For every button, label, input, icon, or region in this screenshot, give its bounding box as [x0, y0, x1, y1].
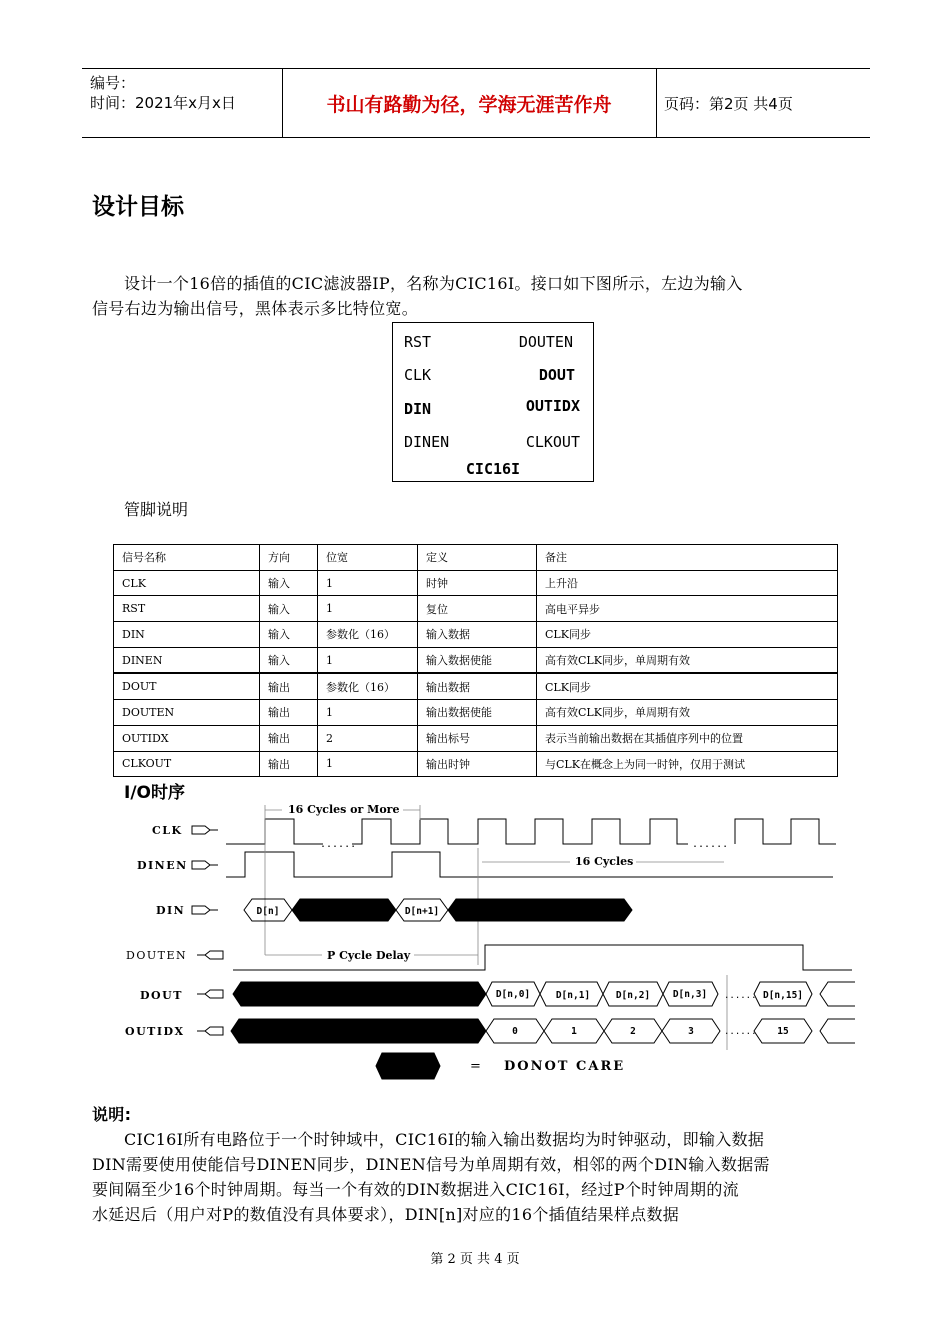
outidx-label: 0	[512, 1026, 518, 1037]
dout-ellipsis: ......	[724, 991, 757, 1001]
signal-label-outidx: OUTIDX	[125, 1025, 185, 1038]
table-header-cell: 定义	[418, 545, 537, 571]
table-cell: OUTIDX	[114, 725, 260, 751]
dout-dontcare	[233, 982, 486, 1006]
io-timing-title: I/O时序	[124, 783, 185, 803]
table-cell: DINEN	[114, 647, 260, 673]
table-cell: CLK同步	[537, 622, 838, 648]
table-cell: 输出	[260, 751, 318, 777]
dout-pin-arrow	[197, 990, 223, 998]
interface-block	[392, 322, 594, 482]
page-footer: 第 2 页 共 4 页	[430, 1252, 520, 1267]
din-dontcare	[448, 899, 632, 921]
dinen-pin-arrow	[192, 861, 218, 869]
clk-waveform	[226, 819, 836, 844]
dout-label: D[n,2]	[615, 990, 651, 1001]
notes-line-1: CIC16I所有电路位于一个时钟域中，CIC16I的输入输出数据均为时钟驱动，即输入数据	[124, 1130, 765, 1149]
clk-ellipsis: ......	[692, 839, 729, 850]
table-cell: 输入	[260, 647, 318, 673]
port-douten: DOUTEN	[518, 333, 573, 351]
signal-label-dout: DOUT	[140, 989, 183, 1002]
table-cell: 输出	[260, 725, 318, 751]
block-name: CIC16I	[465, 460, 521, 478]
cycles-annotation: 16 Cycles or More	[288, 803, 400, 816]
table-cell: 1	[318, 751, 418, 777]
table-cell: 高有效CLK同步，单周期有效	[537, 647, 838, 673]
table-cell: 上升沿	[537, 570, 838, 596]
table-row	[114, 725, 838, 751]
dout-label: D[n,0]	[495, 989, 531, 1000]
table-header-cell: 备注	[537, 545, 838, 571]
table-cell: 输入	[260, 570, 318, 596]
table-cell: 复位	[418, 596, 537, 622]
signal-label-clk: CLK	[152, 824, 183, 837]
port-dout: DOUT	[538, 366, 575, 384]
header-divider	[656, 69, 657, 137]
table-cell: 与CLK在概念上为同一时钟，仅用于测试	[537, 751, 838, 777]
signal-label-dinen: DINEN	[137, 859, 188, 872]
table-cell: 输入	[260, 622, 318, 648]
din-pin-arrow	[192, 906, 218, 914]
table-cell: 高电平异步	[537, 596, 838, 622]
outidx-label: 3	[688, 1026, 694, 1037]
table-row	[114, 647, 838, 673]
section-title: 设计目标	[92, 194, 184, 220]
table-row	[114, 700, 838, 726]
port-rst: RST	[404, 333, 432, 351]
din-label: D[n+1]	[404, 906, 440, 917]
notes-line-3: 要间隔至少16个时钟周期。每当一个有效的DIN数据进入CIC16I，经过P个时钟周期的流	[92, 1180, 739, 1199]
table-cell: 1	[318, 596, 418, 622]
signal-label-din: DIN	[156, 904, 186, 917]
clk-ellipsis: ......	[320, 839, 357, 850]
din-label: D[n]	[256, 906, 280, 917]
dout-label: D[n,1]	[555, 990, 591, 1001]
table-header-row	[114, 545, 838, 571]
table-cell: 输出	[260, 700, 318, 726]
table-cell: 时钟	[418, 570, 537, 596]
outidx-label: 15	[777, 1026, 789, 1037]
pin-caption: 管脚说明	[124, 500, 189, 519]
outidx-ellipsis: ......	[724, 1027, 757, 1037]
table-cell: DOUTEN	[114, 700, 260, 726]
table-cell: 输出数据使能	[418, 700, 537, 726]
table-cell: CLKOUT	[114, 751, 260, 777]
port-clk: CLK	[404, 366, 432, 384]
douten-waveform	[233, 945, 852, 970]
table-cell: 参数化（16）	[318, 673, 418, 699]
port-din: DIN	[404, 400, 432, 418]
table-cell: CLK	[114, 570, 260, 596]
table-row	[114, 751, 838, 777]
outidx-label: 1	[571, 1026, 577, 1037]
port-dinen: DINEN	[404, 433, 450, 451]
intro-line-2: 信号右边为输出信号，黑体表示多比特位宽。	[92, 299, 419, 318]
outidx-pin-arrow	[197, 1027, 223, 1035]
table-cell: 高有效CLK同步，单周期有效	[537, 700, 838, 726]
outidx-next	[820, 1019, 855, 1043]
port-clkout: CLKOUT	[525, 433, 580, 451]
pin-table	[113, 544, 838, 777]
header-motto: 书山有路勤为径，学海无涯苦作舟	[326, 93, 612, 116]
table-cell: 1	[318, 647, 418, 673]
table-cell: 1	[318, 700, 418, 726]
table-row	[114, 596, 838, 622]
table-cell: 输入数据使能	[418, 647, 537, 673]
notes-line-2: DIN需要使用使能信号DINEN同步，DINEN信号为单周期有效，相邻的两个DIN输入数据需	[92, 1155, 770, 1174]
table-cell: 输出	[260, 673, 318, 699]
legend-equals: =	[470, 1059, 481, 1074]
table-cell: 1	[318, 570, 418, 596]
douten-pin-arrow	[197, 951, 223, 959]
dinen-waveform	[226, 852, 833, 877]
header-meta	[90, 73, 236, 113]
dout-next	[820, 982, 855, 1006]
table-cell: CLK同步	[537, 673, 838, 699]
table-cell: 输入数据	[418, 622, 537, 648]
table-cell: DIN	[114, 622, 260, 648]
dout-label: D[n,15]	[762, 990, 804, 1001]
legend-text: DONOT CARE	[504, 1059, 626, 1074]
port-outidx: OUTIDX	[525, 397, 580, 415]
signal-label-douten: DOUTEN	[126, 949, 188, 962]
table-cell: 输出数据	[418, 673, 537, 699]
outidx-label: 2	[630, 1026, 636, 1037]
table-cell: 参数化（16）	[318, 622, 418, 648]
header-date: 时间：2021年x月x日	[90, 94, 236, 112]
header-number: 编号：	[90, 74, 136, 92]
page-header	[82, 68, 870, 138]
legend-dontcare-block	[376, 1053, 440, 1079]
intro-line-1: 设计一个16倍的插值的CIC滤波器IP，名称为CIC16I。接口如下图所示，左边为输入	[124, 274, 743, 293]
table-row	[114, 622, 838, 648]
clk-pin-arrow	[192, 826, 218, 834]
din-dontcare	[292, 899, 396, 921]
table-header-cell: 信号名称	[114, 545, 260, 571]
table-cell: 2	[318, 725, 418, 751]
outidx-dontcare	[231, 1019, 486, 1043]
table-row	[114, 673, 838, 699]
header-page-number: 页码：第2页 共4页	[664, 94, 793, 113]
table-cell: RST	[114, 596, 260, 622]
notes-title: 说明:	[92, 1105, 132, 1124]
table-cell: 表示当前输出数据在其插值序列中的位置	[537, 725, 838, 751]
timing-diagram	[0, 795, 950, 1095]
sixteen-cycles-annotation: 16 Cycles	[575, 855, 634, 868]
dout-label: D[n,3]	[672, 989, 708, 1000]
table-row	[114, 570, 838, 596]
table-header-cell: 位宽	[318, 545, 418, 571]
table-cell: 输出时钟	[418, 751, 537, 777]
p-cycle-delay-annotation: P Cycle Delay	[327, 949, 411, 962]
notes-line-4: 水延迟后（用户对P的数值没有具体要求），DIN[n]对应的16个插值结果样点数据	[92, 1205, 680, 1224]
table-cell: 输出标号	[418, 725, 537, 751]
table-cell: 输入	[260, 596, 318, 622]
table-header-cell: 方向	[260, 545, 318, 571]
table-cell: DOUT	[114, 673, 260, 699]
